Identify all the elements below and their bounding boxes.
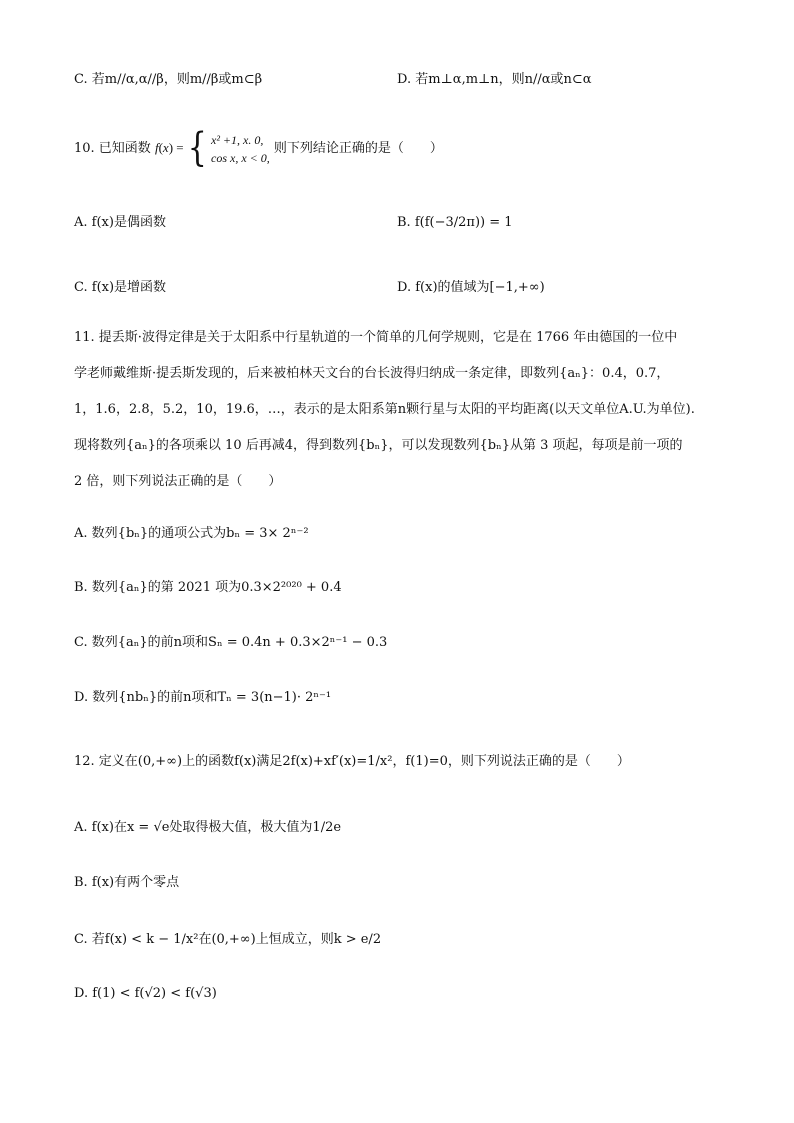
- option-text: 若m⊥α,m⊥n，则n//α或n⊂α: [415, 72, 592, 87]
- option-label: D.: [74, 690, 89, 705]
- option-label: C.: [74, 280, 88, 295]
- case-2: cos x, x < 0,: [211, 150, 270, 165]
- q10-option-b: [397, 213, 513, 233]
- option-text: f(1) < f(√2) < f(√3): [92, 986, 217, 1001]
- option-label: D.: [397, 280, 412, 295]
- q11-stem-line-4: 现将数列{aₙ}的各项乘以 10 后再减4，得到数列{bₙ}，可以发现数列{bₙ}从第 3 项起，每项是前一项的: [74, 438, 683, 453]
- q12-stem: 12. 定义在(0,+∞)上的函数f(x)满足2f(x)+xf′(x)=1/x²，f(1)=0，则下列说法正确的是（ ）: [74, 754, 630, 769]
- option-text: f(f(−3/2π)) = 1: [414, 215, 513, 230]
- q12-option-a: [74, 818, 341, 838]
- q11-stem-line-5: 2 倍，则下列说法正确的是（ ）: [74, 474, 282, 489]
- q11-option-b: [74, 578, 342, 598]
- function-name: f: [154, 140, 159, 155]
- left-brace-icon: {: [187, 125, 207, 171]
- option-text: 若m//α,α//β，则m//β或m⊂β: [91, 72, 263, 87]
- option-text: 数列{aₙ}的第 2021 项为0.3×2²⁰²⁰ + 0.4: [91, 580, 342, 595]
- q11-option-a: [74, 524, 309, 544]
- option-label: C.: [74, 932, 88, 947]
- piecewise-cases: [211, 131, 270, 167]
- q12-option-c: [74, 930, 381, 950]
- option-label: A.: [74, 215, 88, 230]
- option-label: B.: [74, 875, 88, 890]
- option-text: f(x)是增函数: [91, 280, 167, 295]
- option-text: 若f(x) < k − 1/x²在(0,+∞)上恒成立，则k > e/2: [91, 932, 382, 947]
- option-label: D.: [397, 72, 412, 87]
- option-label: B.: [74, 580, 88, 595]
- option-text: 数列{aₙ}的前n项和Sₙ = 0.4n + 0.3×2ⁿ⁻¹ − 0.3: [91, 635, 388, 650]
- option-label: D.: [74, 986, 89, 1001]
- q10-option-c: [74, 278, 166, 298]
- option-text: f(x)是偶函数: [91, 215, 166, 230]
- q9-option-d: [397, 70, 592, 90]
- q12-option-d: [74, 984, 217, 1004]
- option-text: f(x)有两个零点: [91, 875, 180, 890]
- case-1: x² +1, x. 0,: [211, 132, 264, 147]
- q11-option-c: [74, 633, 387, 653]
- option-text: f(x)在x = √e处取得极大值，极大值为1/2e: [91, 820, 342, 835]
- q10-stem: 10. 已知函数 f(x) = { x² +1, x. 0, cos x, x < 0, 则下列结论正确的是（ ）: [74, 125, 443, 171]
- option-label: B.: [397, 215, 411, 230]
- q10-option-a: [74, 213, 166, 233]
- q9-option-c: [74, 70, 262, 90]
- q11-stem-line-1: 11. 提丢斯·波得定律是关于太阳系中行星轨道的一个简单的几何学规则，它是在 1766 年由德国的一位中: [74, 330, 678, 345]
- q11-option-d: [74, 688, 331, 708]
- option-text: f(x)的值域为[−1,+∞): [415, 280, 545, 295]
- option-text: 数列{bₙ}的通项公式为bₙ = 3× 2ⁿ⁻²: [91, 526, 309, 541]
- option-label: C.: [74, 72, 88, 87]
- option-text: 数列{nbₙ}的前n项和Tₙ = 3(n−1)· 2ⁿ⁻¹: [92, 690, 332, 705]
- question-stem: 10. 已知函数: [74, 141, 151, 156]
- q10-option-d: [397, 278, 545, 298]
- option-label: A.: [74, 820, 88, 835]
- q11-stem-line-2: 学老师戴维斯·提丢斯发现的，后来被柏林天文台的台长波得归纳成一条定律，即数列{aₙ}：0.4，0.7，: [74, 366, 670, 381]
- option-label: C.: [74, 635, 88, 650]
- option-label: A.: [74, 526, 88, 541]
- question-stem-suffix: 则下列结论正确的是（ ）: [273, 141, 443, 156]
- q11-stem-line-3: 1，1.6，2.8，5.2，10，19.6，…，表示的是太阳系第n颗行星与太阳的平均距离(以天文单位A.U.为单位).: [74, 402, 695, 417]
- q12-option-b: [74, 873, 179, 893]
